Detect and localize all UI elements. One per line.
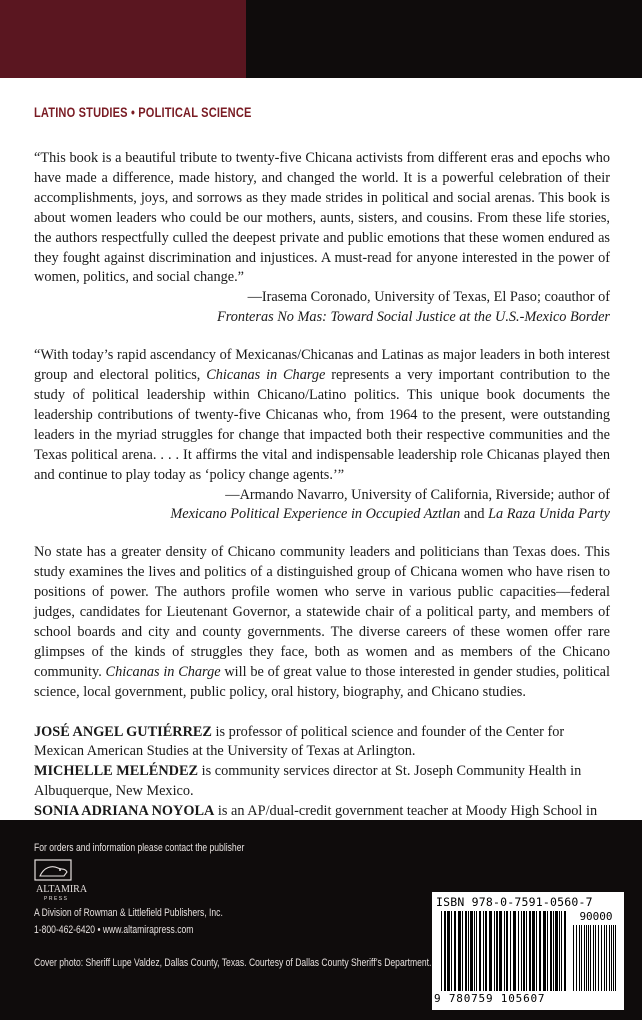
barcode-bar [526, 911, 527, 991]
barcode-bar [584, 925, 585, 991]
description-pre: No state has a greater density of Chicano community leaders and politicians than Texas does. This study examines the lives and politics of a distinguished group of Chicana women who have risen to positions of power. The authors profile women who serve in various public capacities—federal judges, candidates for Lieutenant Governor, a statewide chair of a political party, and members of school boards and city and county governments. The diverse careers of these women offer rare glimpses of the kinds of struggles they face, both as women and as members of the Chicano community. [34, 544, 610, 680]
category-heading: LATINO STUDIES • POLITICAL SCIENCE [34, 105, 252, 120]
barcode-bar [561, 911, 562, 991]
blurb-2-works [34, 505, 610, 525]
ean-barcode-bars [440, 911, 568, 991]
barcode-bar [601, 925, 602, 991]
blurb-1-attribution: —Irasema Coronado, University of Texas, El Paso; coauthor of [247, 289, 610, 306]
blurb-2-quote-title: Chicanas in Charge [206, 367, 326, 384]
barcode-bar [593, 925, 594, 991]
barcode-bar [506, 911, 508, 991]
back-cover-text [34, 149, 610, 842]
barcode-bar [590, 925, 591, 991]
barcode-bar [518, 911, 519, 991]
price-addon-number: 90000 [579, 910, 613, 923]
author-name: JOSÉ ANGEL GUTIÉRREZ [34, 723, 212, 740]
barcode-bar [559, 911, 560, 991]
barcode-bar [579, 925, 580, 991]
barcode-bar [573, 925, 574, 991]
barcode-bar [564, 911, 566, 991]
author-bio-text: is professor of political science and founder of the Center for Mexican American Studies at the University of Texas at Arlington. [34, 723, 565, 760]
barcode-bar [451, 911, 452, 991]
logo-text: ALTAMIRA [36, 884, 88, 895]
black-band [246, 0, 642, 78]
barcode-bar [470, 911, 473, 991]
barcode-bar [468, 911, 469, 991]
blurb-1-work: Fronteras No Mas: Toward Social Justice at the U.S.-Mexico Border [217, 309, 610, 326]
barcode-bar [462, 911, 463, 991]
publisher-division: A Division of Rowman & Littlefield Publishers, Inc. [34, 907, 223, 919]
isbn-barcode [432, 892, 624, 1010]
blurb-2-joiner: and [460, 506, 489, 523]
orders-info: For orders and information please contact the publisher [34, 842, 245, 854]
barcode-bar [553, 911, 554, 991]
blurb-2-quote-pre: “With today’s rapid ascendancy of Mexicanas/Chicanas and Latinas as major leaders in both interest group and electoral politics, [34, 347, 610, 384]
author-bio [34, 723, 610, 763]
barcode-bar [513, 911, 516, 991]
altamira-press-logo-icon [34, 859, 98, 903]
barcode-bar [521, 911, 522, 991]
barcode-bar [504, 911, 505, 991]
book-description [34, 543, 610, 702]
addon-barcode-bars [572, 925, 618, 991]
barcode-bar [550, 911, 552, 991]
barcode-bar [474, 911, 475, 991]
barcode-bar [494, 911, 495, 991]
blurb-2-work-2: La Raza Unida Party [488, 506, 610, 523]
barcode-bar [543, 911, 546, 991]
blurb-2-quote-post: represents a very important contribution to the study of political leadership within Chicano/Latino politics. This unique book documents the leadership contributions of twenty-five Chicanas who, from 1964 to the present, were outstanding leaders in the myriad struggles for change that impacted both their respective communities and the Texas political arena. . . . It affirms the vital and indispensable leadership role Chicanas played then and continue to play today as ‘policy change agents.’” [34, 367, 611, 483]
author-name: MICHELLE MELÉNDEZ [34, 763, 199, 780]
author-bio [34, 762, 610, 802]
top-color-band [0, 0, 642, 78]
barcode-bar [586, 925, 587, 991]
barcode-bar [444, 911, 446, 991]
description-title: Chicanas in Charge [105, 663, 221, 680]
barcode-bar [539, 911, 541, 991]
barcode-bar [465, 911, 467, 991]
cover-photo-credit: Cover photo: Sheriff Lupe Valdez, Dallas County, Texas. Courtesy of Dallas County Sheriff’s Department. [34, 957, 432, 969]
barcode-bar [496, 911, 498, 991]
author-bio-text: is community services director at St. Joseph Community Health in Albuquerque, New Mexico. [34, 763, 582, 800]
author-name: SONIA ADRIANA NOYOLA [34, 803, 215, 820]
barcode-bar [454, 911, 456, 991]
barcode-bar [581, 925, 582, 991]
blurb-2-work-1: Mexicano Political Experience in Occupied Aztlan [170, 506, 461, 523]
barcode-bar [598, 925, 599, 991]
barcode-bar [615, 925, 616, 991]
author-bio-text: is an AP/dual-credit government teacher at Moody High School in [217, 803, 598, 820]
barcode-bar [441, 911, 442, 991]
barcode-bar [595, 925, 596, 991]
barcode-bar [609, 925, 610, 991]
blurb-2-attribution: —Armando Navarro, University of California, Riverside; author of [225, 486, 610, 503]
ean-number: 9 780759 105607 [434, 992, 546, 1005]
publisher-contact: 1-800-462-6420 • www.altamirapress.com [34, 924, 194, 936]
barcode-bar [611, 925, 612, 991]
publisher-footer [0, 820, 642, 1020]
barcode-bar [483, 911, 484, 991]
barcode-bar [536, 911, 537, 991]
barcode-bar [458, 911, 461, 991]
barcode-bar [523, 911, 525, 991]
blurb-2-quote [34, 346, 610, 485]
blurb-1-work-line [34, 308, 610, 328]
barcode-bar [476, 911, 477, 991]
blurb-1-quote: “This book is a beautiful tribute to twenty-five Chicana activists from different eras and epochs who have made a difference, made history, and changed the world. It is a powerful celebration of their accomplishments, joys, and sorrows as they made strides in political and social arenas. This book is about women leaders who could be our mothers, aunts, sisters, and cousins. From these life stories, the authors respectfully culled the deepest private and public emotions that these women endured as they fought against discrimination and injustices. A must-read for anyone interested in the power of women, politics, and social change.” [34, 150, 610, 286]
barcode-bar [606, 925, 607, 991]
logo-subtext: PRESS [44, 896, 69, 902]
description-post: will be of great value to those interested in gender studies, political science, local government, public policy, oral history, biography, and Chicano studies. [34, 663, 610, 700]
barcode-bar [613, 925, 614, 991]
barcode-bar [588, 925, 589, 991]
barcode-bar [499, 911, 502, 991]
barcode-bar [510, 911, 511, 991]
barcode-bar [604, 925, 605, 991]
barcode-bar [532, 911, 535, 991]
barcode-bar [576, 925, 577, 991]
barcode-bar [555, 911, 558, 991]
barcode-bar [479, 911, 481, 991]
barcode-bar [547, 911, 548, 991]
barcode-bar [447, 911, 450, 991]
barcode-bar [529, 911, 531, 991]
maroon-band [0, 0, 246, 78]
barcode-bar [489, 911, 492, 991]
isbn-number: ISBN 978-0-7591-0560-7 [436, 895, 593, 909]
barcode-bar [485, 911, 487, 991]
